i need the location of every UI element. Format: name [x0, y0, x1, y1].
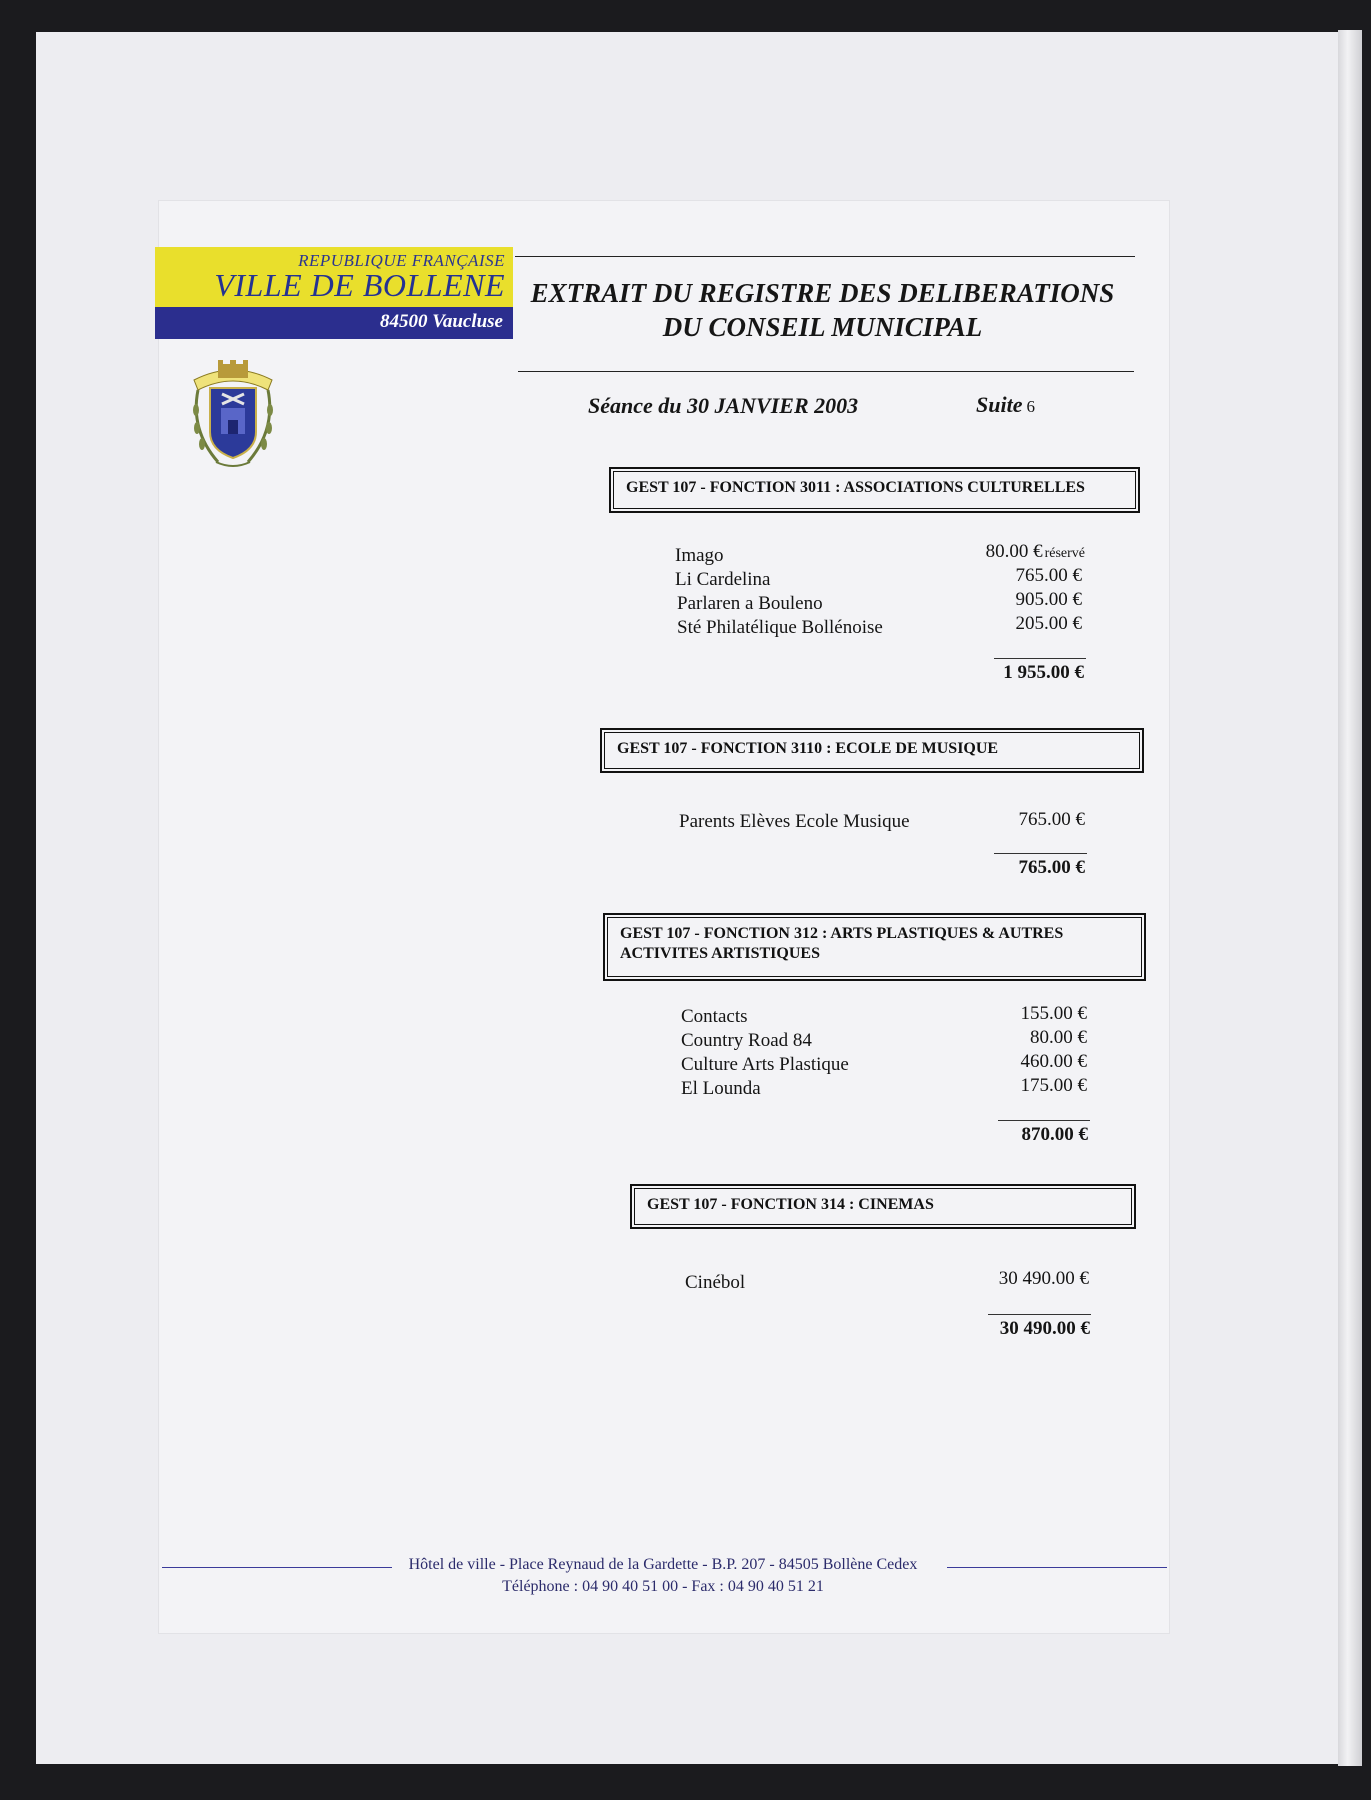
list-item-amount: [986, 541, 1085, 563]
sum-rule: [988, 1314, 1091, 1315]
list-item-amount: 765.00 €: [1015, 565, 1082, 586]
section-heading-line-1: GEST 107 - FONCTION 312 : ARTS PLASTIQUES & AUTRES: [620, 925, 1064, 942]
list-item-name: Imago: [675, 545, 724, 566]
header-blue-band: [155, 307, 513, 339]
list-item-name: Li Cardelina: [675, 569, 771, 590]
section-heading-box: [603, 913, 1146, 981]
list-item-amount: 175.00 €: [1020, 1075, 1087, 1096]
town-header: [155, 247, 513, 339]
list-item-name: Parents Elèves Ecole Musique: [679, 811, 910, 832]
section-heading: GEST 107 - FONCTION 314 : CINEMAS: [634, 1188, 1132, 1225]
section-heading: GEST 107 - FONCTION 3011 : ASSOCIATIONS CULTURELLES: [613, 471, 1136, 509]
town-crest-icon: [188, 350, 278, 472]
section-total: 765.00 €: [1018, 857, 1085, 878]
book-spine-edge: [1338, 30, 1362, 1766]
document-title: [515, 276, 1130, 344]
section-total: 870.00 €: [1021, 1124, 1088, 1145]
section-heading: [607, 917, 1142, 977]
seance-date: Séance du 30 JANVIER 2003: [588, 393, 859, 418]
footer-address: Hôtel de ville - Place Reynaud de la Gardette - B.P. 207 - 84505 Bollène Cedex: [408, 1556, 918, 1573]
list-item-amount: 765.00 €: [1018, 809, 1085, 830]
suite-label: [976, 392, 1035, 418]
list-item-name: El Lounda: [681, 1078, 761, 1099]
list-item-amount: 460.00 €: [1020, 1051, 1087, 1072]
list-item-name: Sté Philatélique Bollénoise: [677, 617, 883, 638]
suite-text: Suite: [976, 392, 1023, 417]
list-item-amount: 30 490.00 €: [998, 1268, 1089, 1289]
ville-label: VILLE DE BOLLENE: [214, 267, 505, 303]
footer-contact: Téléphone : 04 90 40 51 00 - Fax : 04 90 40 51 21: [502, 1578, 824, 1595]
section-total: 1 955.00 €: [1003, 662, 1084, 683]
title-line-2: DU CONSEIL MUNICIPAL: [662, 312, 983, 342]
republique-label: REPUBLIQUE FRANÇAISE: [298, 251, 505, 270]
section-heading-box: [609, 467, 1140, 513]
title-rule-bottom: [518, 371, 1134, 372]
list-item-name: Culture Arts Plastique: [681, 1054, 849, 1075]
list-item-amount: 205.00 €: [1015, 613, 1082, 634]
postal-label: 84500 Vaucluse: [380, 311, 503, 332]
header-yellow-band: [155, 247, 513, 307]
suite-number: 6: [1026, 397, 1035, 416]
list-item-name: Cinébol: [685, 1272, 746, 1293]
list-item-amount: 905.00 €: [1015, 589, 1082, 610]
list-item-name: Contacts: [681, 1006, 748, 1027]
sum-rule: [998, 1120, 1090, 1121]
title-rule-top: [515, 256, 1135, 257]
section-heading-box: [630, 1184, 1136, 1229]
sum-rule: [994, 853, 1087, 854]
list-item-name: Country Road 84: [681, 1030, 812, 1051]
list-item-amount: 155.00 €: [1020, 1003, 1087, 1024]
section-heading-box: [600, 728, 1144, 773]
section-total: 30 490.00 €: [999, 1318, 1090, 1339]
amount-note: réservé: [1044, 546, 1085, 561]
sum-rule: [994, 658, 1086, 659]
amount-value: 80.00 €: [985, 541, 1043, 562]
list-item-amount: 80.00 €: [1030, 1027, 1087, 1048]
section-heading: GEST 107 - FONCTION 3110 : ECOLE DE MUSIQUE: [604, 732, 1140, 769]
title-line-1: EXTRAIT DU REGISTRE DES DELIBERATIONS: [530, 278, 1115, 308]
list-item-name: Parlaren a Bouleno: [677, 593, 823, 614]
section-heading-line-2: ACTIVITES ARTISTIQUES: [620, 945, 820, 962]
